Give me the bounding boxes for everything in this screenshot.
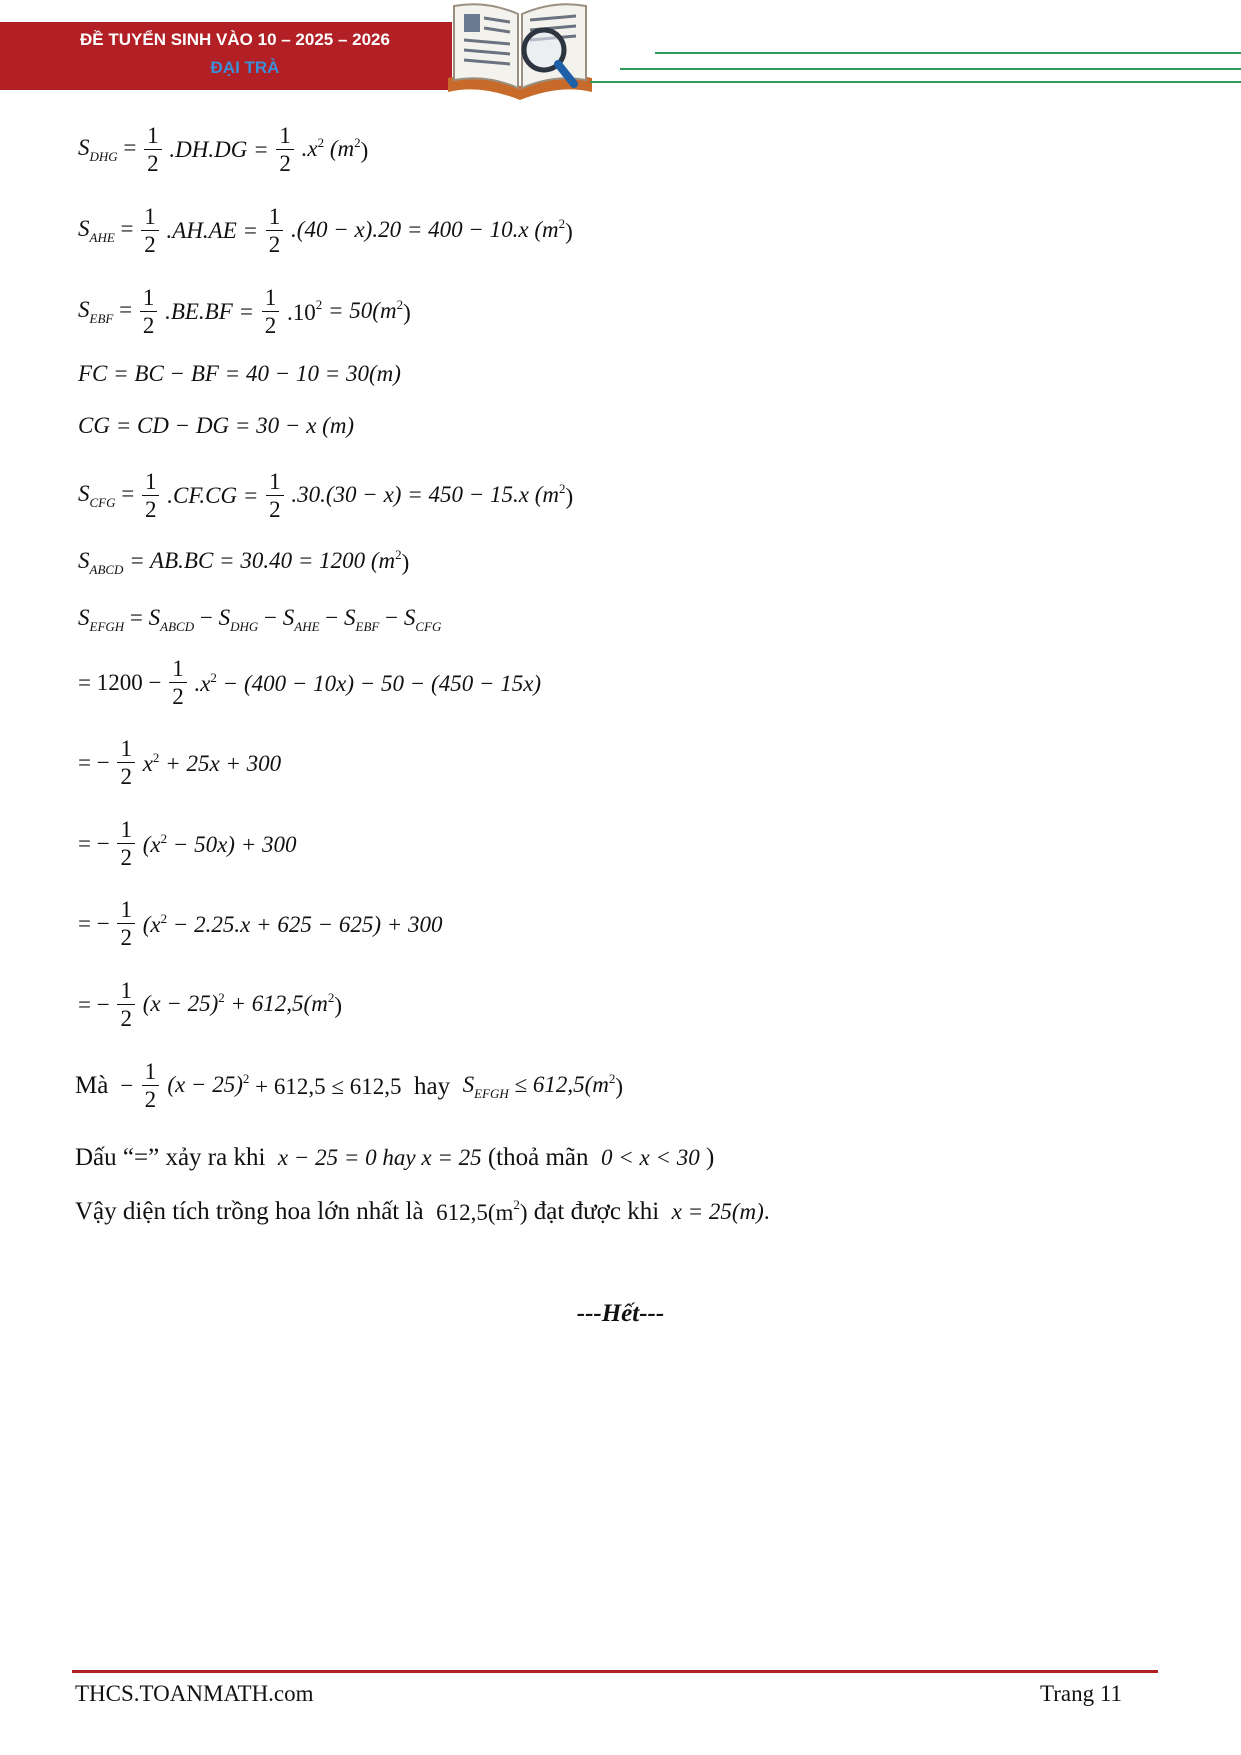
header-rule-mid xyxy=(620,68,1241,70)
footer-rule xyxy=(72,1670,1158,1673)
header-rule-bottom xyxy=(590,81,1241,83)
eq-s-ebf: $S_{EBF}$ = $\frac{1}{2}$ .BE.BF = $\frac{1}{2}$ $.10^2 = 50(m^2)$ xyxy=(78,285,411,338)
conclusion-inequality: Mà − $\frac{1}{2}$ $(x - 25)^2 + 612,5 \le 612,5$ hay $S_{EFGH} \le 612,5(m^2)$ xyxy=(75,1059,624,1112)
footer-site: THCS.TOANMATH.com xyxy=(75,1681,314,1706)
eq-s-abcd: $S_{ABCD} = AB.BC = 30.40 = 1200$ $(m^2)$ xyxy=(78,547,410,577)
fraction-half: $\frac{1}{2}$ xyxy=(276,124,294,175)
header-title: ĐỀ TUYỂN SINH VÀO 10 – 2025 – 2026 xyxy=(80,30,390,49)
eq-step-2: = − $\frac{1}{2}$ $x^2 + 25x + 300$ xyxy=(78,736,282,789)
eq-fc: FC = BC − BF = 40 − 10 = 30(m) xyxy=(78,361,401,386)
eq-step-4: = − $\frac{1}{2}$ $(x^2 - 2.25.x + 625 - 625) + 300$ xyxy=(78,897,443,950)
eq-s-efgh: $S_{EFGH} = S_{ABCD} - S_{DHG} - S_{AHE} - S_{EBF} - S_{CFG}$ xyxy=(78,605,442,634)
eq-step-5: = − $\frac{1}{2}$ $(x - 25)^2 + 612,5(m^2)$ xyxy=(78,978,342,1031)
eq-s-cfg: $S_{CFG}$ = $\frac{1}{2}$ .CF.CG = $\frac{1}{2}$ .30.(30 − x) = 450 − 15.x $(m^2)$ xyxy=(78,469,574,522)
equality-condition: Dấu “=” xảy ra khi x − 25 = 0 hay x = 25 (thoả mãn 0 < x < 30 ) xyxy=(75,1143,715,1171)
footer-page-number: Trang 11 xyxy=(1040,1681,1123,1706)
eq-s-ahe: $S_{AHE}$ = $\frac{1}{2}$ .AH.AE = $\frac{1}{2}$ .(40 − x).20 = 400 − 10.x $(m^2)$ xyxy=(78,204,573,257)
eq-cg: CG = CD − DG = 30 − x (m) xyxy=(78,413,355,438)
eq-s-dhg: $S_{DHG}$ = $\frac{1}{2}$ .DH.DG = $\frac{1}{2}$ $.x^2$ $(m^2)$ xyxy=(78,123,369,176)
header-rule-top xyxy=(655,52,1241,54)
eq-step-1: = 1200 − $\frac{1}{2}$ $.x^2 - (400 - 10x) - 50 - (450 - 15x)$ xyxy=(78,656,542,709)
header-subtitle: ĐẠI TRÀ xyxy=(210,58,280,77)
fraction-half: $\frac{1}{2}$ xyxy=(144,124,162,175)
end-mark: ---Hết--- xyxy=(576,1300,665,1327)
book-magnifier-icon xyxy=(440,0,600,105)
final-answer: Vậy diện tích trồng hoa lớn nhất là $612,5(m^2)$ đạt được khi x = 25(m). xyxy=(75,1197,770,1226)
eq-step-3: = − $\frac{1}{2}$ $(x^2 - 50x) + 300$ xyxy=(78,817,297,870)
